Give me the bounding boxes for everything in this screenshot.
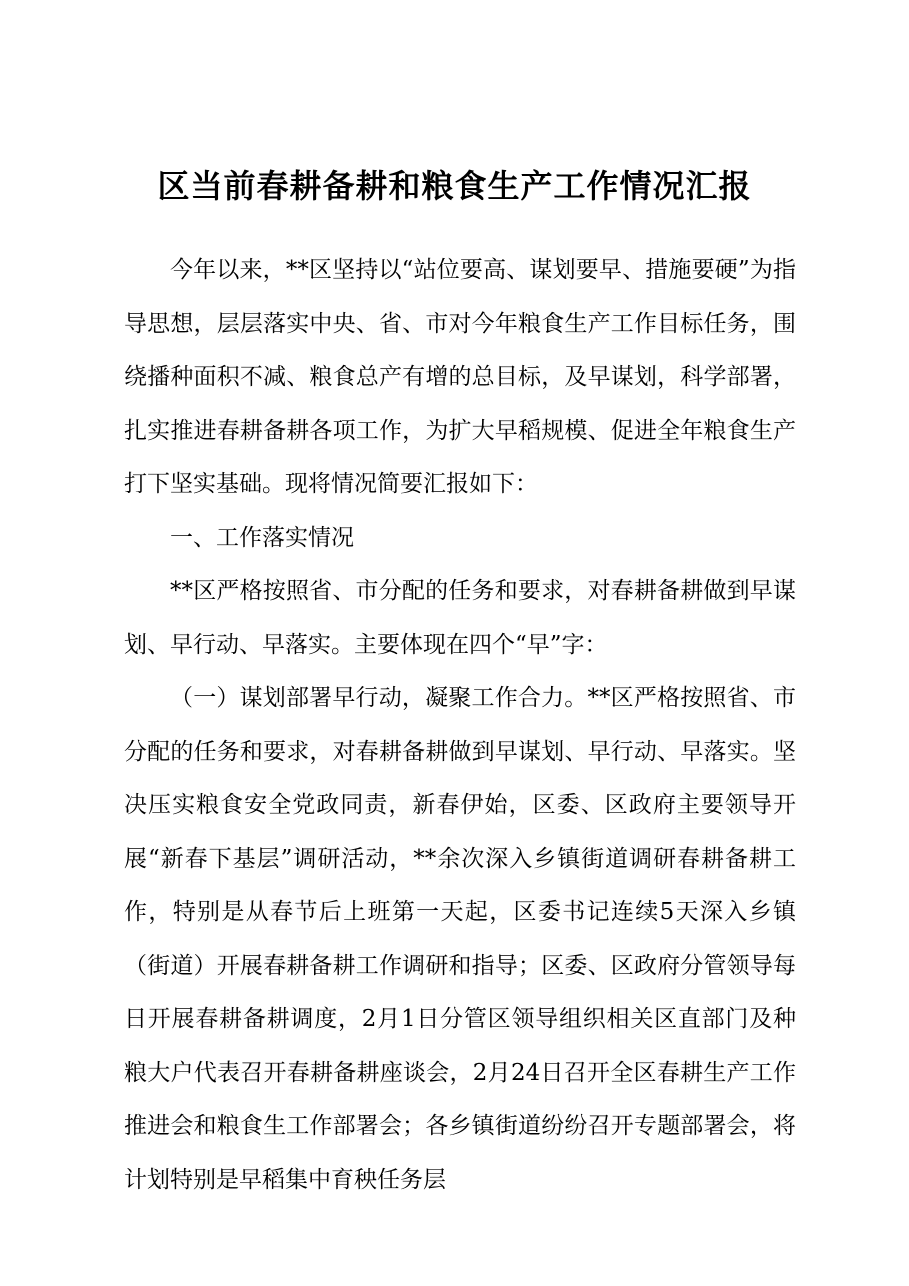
document-title: 区当前春耕备耕和粮食生产工作情况汇报 bbox=[157, 167, 752, 205]
paragraph-section-1-intro: **区严格按照省、市分配的任务和要求，对春耕备耕做到早谋划、早行动、早落实。主要体现在四个“早”字： bbox=[124, 578, 796, 658]
paragraph-subsection-1: （一）谋划部署早行动，凝聚工作合力。**区严格按照省、市分配的任务和要求，对春耕备耕做到早谋划、早行动、早落实。坚决压实粮食安全党政同责，新春伊始，区委、区政府主要领导开展“新春下基层”调研活动，**余次深入乡镇街道调研春耕备耕工作，特别是从春节后上班第一天起，区委书记连续5天深入乡镇（街道）开展春耕备耕工作调研和指导；区委、区政府分管领导每日开展春耕备耕调度，2月1日分管区领导组织相关区直部门及种粮大户代表召开春耕备耕座谈会，2月24日召开全区春耕生产工作推进会和粮食生工作部署会；各乡镇街道纷纷召开专题部署会，将计划特别是早稻集中育秧任务层 bbox=[124, 685, 796, 1193]
document-body bbox=[124, 244, 796, 1207]
section-heading-1: 一、工作落实情况 bbox=[170, 524, 354, 551]
paragraph-intro: 今年以来，**区坚持以“站位要高、谋划要早、措施要硬”为指导思想，层层落实中央、省、市对今年粮食生产工作目标任务，围绕播种面积不减、粮食总产有增的总目标，及早谋划，科学部署，扎实推进春耕备耕各项工作，为扩大早稻规模、促进全年粮食生产打下坚实基础。现将情况简要汇报如下： bbox=[124, 257, 796, 497]
